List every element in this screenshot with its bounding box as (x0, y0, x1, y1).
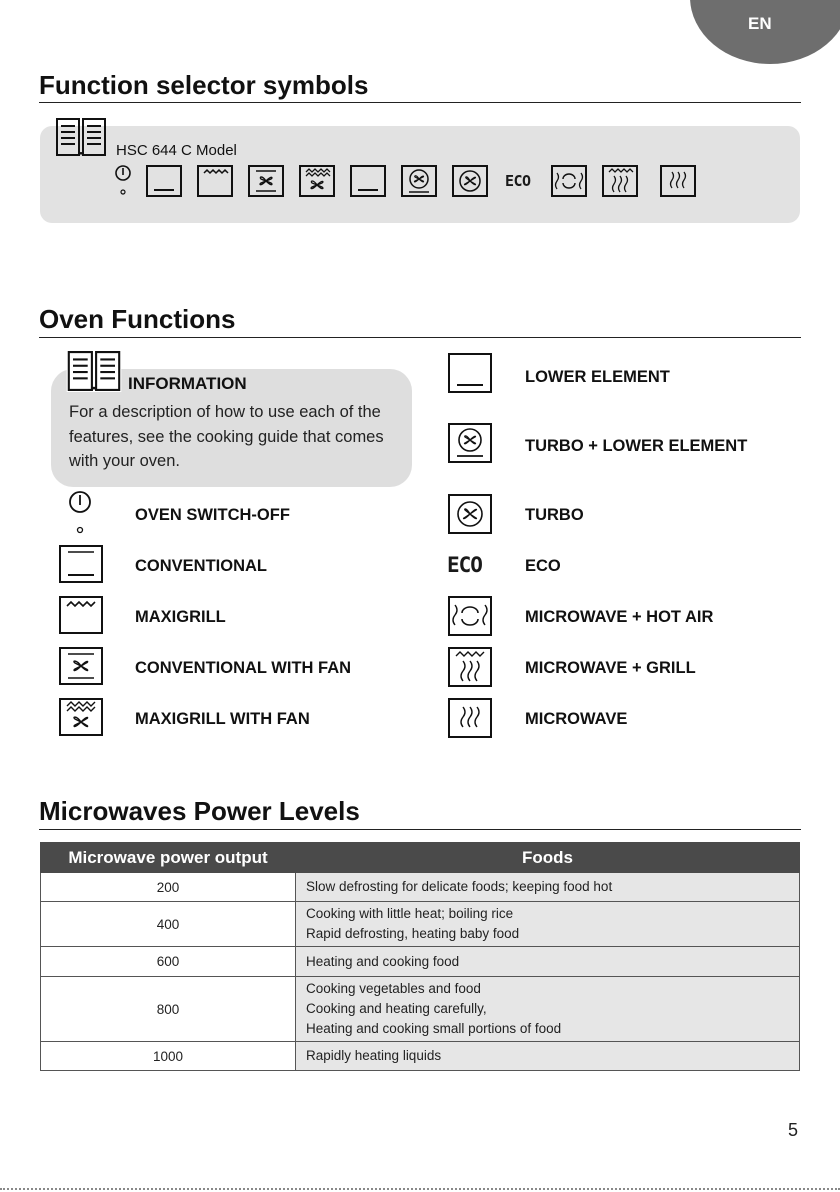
function-label: TURBO (525, 506, 584, 524)
foods-cell (296, 873, 800, 902)
function-label: CONVENTIONAL (135, 557, 267, 575)
section-rule (39, 102, 801, 103)
page-number: 5 (788, 1120, 799, 1140)
foods-line: Rapid defrosting, heating baby food (306, 926, 520, 941)
function-label: MICROWAVE + HOT AIR (525, 608, 714, 626)
section-rule (39, 337, 801, 338)
turbo-lower-icon (448, 423, 492, 463)
lower-element-icon (350, 165, 386, 197)
foods-cell (296, 1042, 800, 1071)
microwave-icon (660, 165, 696, 197)
function-label: ECO (525, 557, 561, 575)
foods-line: Slow defrosting for delicate foods; keeping food hot (306, 879, 613, 894)
table-header-row (41, 843, 800, 873)
power-value: 200 (41, 873, 296, 902)
language-label: EN (748, 14, 772, 33)
conventional-fan-icon (248, 165, 284, 197)
turbo-icon (452, 165, 488, 197)
maxigrill-fan-icon (59, 698, 103, 736)
foods-line: Cooking and heating carefully, (306, 1001, 487, 1016)
microwave-icon (448, 698, 492, 738)
function-label: TURBO + LOWER ELEMENT (525, 437, 748, 455)
function-label: MICROWAVE (525, 710, 628, 728)
info-title: INFORMATION (128, 374, 247, 393)
conventional-icon (146, 165, 182, 197)
lower-element-icon (448, 353, 492, 393)
info-text: For a description of how to use each of the features, see the cooking guide that comes with your oven. (69, 403, 384, 470)
manual-book-icon (55, 117, 107, 157)
manual-book-icon (66, 350, 122, 392)
foods-line: Heating and cooking food (306, 953, 460, 969)
table-row (41, 977, 800, 1042)
microwave-grill-icon (602, 165, 638, 197)
foods-line: Heating and cooking small portions of food (306, 1021, 562, 1036)
power-table (40, 842, 800, 1071)
foods-cell (296, 977, 800, 1042)
power-value: 1000 (41, 1042, 296, 1071)
eco-icon: ECO (447, 553, 482, 577)
power-value: 800 (41, 977, 296, 1042)
microwave-hot-air-icon (551, 165, 587, 197)
table-row (41, 873, 800, 902)
conventional-fan-icon (59, 647, 103, 685)
function-label: CONVENTIONAL WITH FAN (135, 659, 352, 677)
model-label: HSC 644 C Model (116, 142, 237, 159)
foods-cell (296, 902, 800, 947)
microwave-grill-icon (448, 647, 492, 687)
foods-line: Rapidly heating liquids (306, 1048, 442, 1063)
function-label: OVEN SWITCH-OFF (135, 506, 290, 524)
table-row (41, 902, 800, 947)
page-bottom-edge (0, 1188, 840, 1190)
function-label: MICROWAVE + GRILL (525, 659, 696, 677)
power-off-icon (113, 163, 133, 197)
table-row (41, 1042, 800, 1071)
maxigrill-icon (59, 596, 103, 634)
power-value: 400 (41, 902, 296, 947)
power-off-icon (66, 490, 94, 536)
turbo-lower-icon (401, 165, 437, 197)
foods-line: Cooking with little heat; boiling rice (306, 906, 514, 921)
foods-line: Cooking vegetables and food (306, 981, 481, 996)
microwave-hot-air-icon (448, 596, 492, 636)
column-header: Microwave power output (41, 843, 296, 873)
function-label: LOWER ELEMENT (525, 368, 670, 386)
maxigrill-icon (197, 165, 233, 197)
power-value: 600 (41, 947, 296, 977)
table-row (41, 947, 800, 977)
function-label: MAXIGRILL (135, 608, 226, 626)
section-title-power: Microwaves Power Levels (39, 796, 360, 826)
foods-cell (296, 947, 800, 977)
eco-label-icon: ECO (505, 172, 531, 190)
column-header: Foods (296, 843, 800, 873)
maxigrill-fan-icon (299, 165, 335, 197)
section-rule (39, 829, 801, 830)
conventional-icon (59, 545, 103, 583)
function-label: MAXIGRILL WITH FAN (135, 710, 310, 728)
section-title-symbols: Function selector symbols (39, 70, 369, 100)
section-title-functions: Oven Functions (39, 304, 236, 334)
turbo-icon (448, 494, 492, 534)
